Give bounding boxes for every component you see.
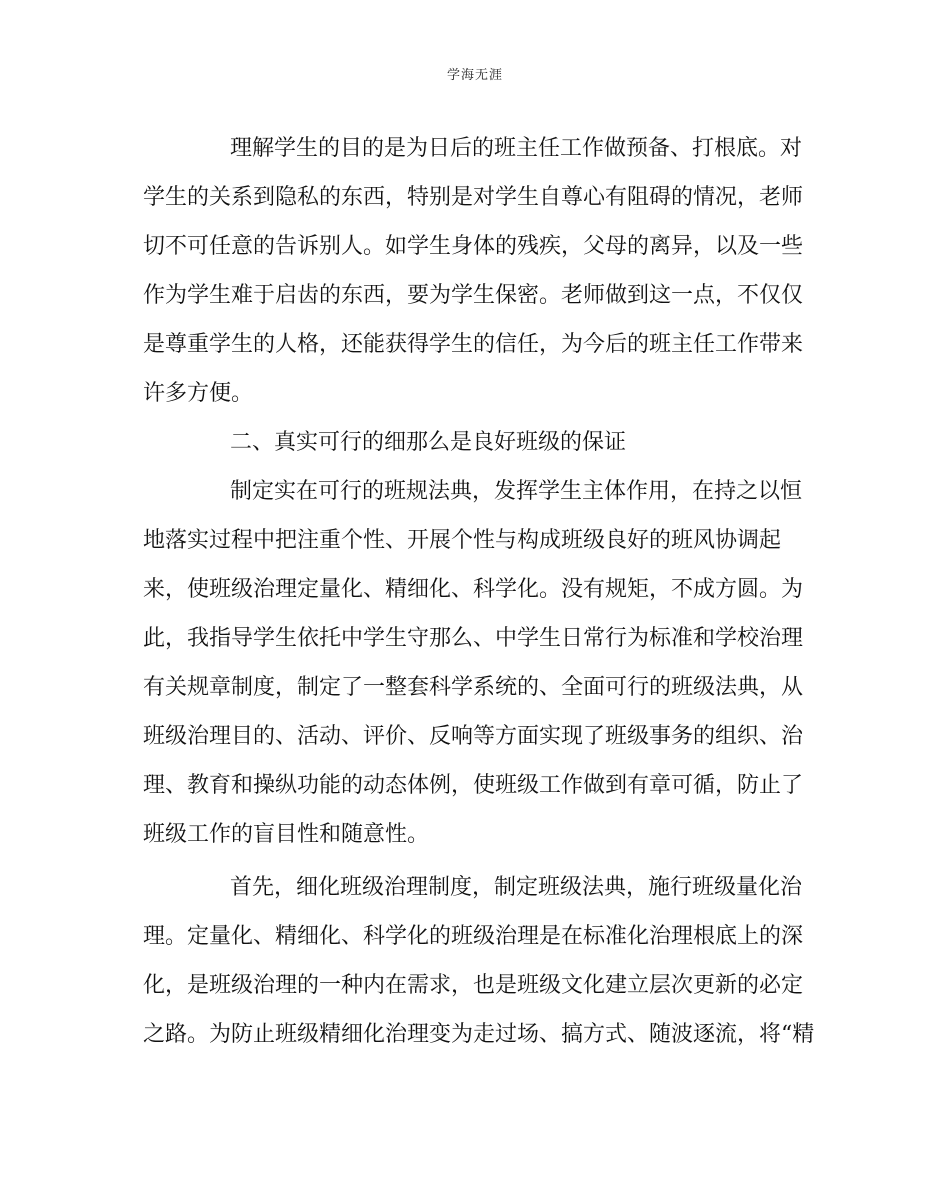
page-header: 学海无涯 (446, 68, 503, 83)
section-heading: 二、真实可行的细那么是良好班级的保证 (230, 430, 627, 455)
paragraph-line: 理、教育和操纵功能的动态体例，使班级工作做到有章可循，防止了 (143, 773, 804, 798)
paragraph-line: 学生的关系到隐私的东西，特别是对学生自尊心有阻碍的情况，老师 (143, 185, 804, 210)
paragraph-line: 地落实过程中把注重个性、开展个性与构成班级良好的班风协调起 (143, 528, 782, 553)
document-body (143, 124, 815, 1059)
paragraph-line: 理解学生的目的是为日后的班主任工作做预备、打根底。对 (230, 136, 803, 161)
paragraph-line: 首先，细化班级治理制度，制定班级法典，施行班级量化治 (230, 875, 803, 900)
paragraph-line: 有关规章制度，制定了一整套科学系统的、全面可行的班级法典，从 (143, 675, 804, 700)
paragraph-line: 之路。为防止班级精细化治理变为走过场、搞方式、随波逐流，将“精 (143, 1022, 815, 1047)
paragraph-line: 是尊重学生的人格，还能获得学生的信任，为今后的班主任工作带来 (143, 332, 804, 357)
paragraph-line: 理。定量化、精细化、科学化的班级治理是在标准化治理根底上的深 (143, 924, 804, 949)
paragraph-line: 班级治理目的、活动、评价、反响等方面实现了班级事务的组织、治 (143, 724, 804, 749)
paragraph-line: 此，我指导学生依托中学生守那么、中学生日常行为标准和学校治理 (143, 626, 804, 651)
paragraph-line: 来，使班级治理定量化、精细化、科学化。没有规矩，不成方圆。为 (143, 577, 804, 602)
paragraph-line: 许多方便。 (143, 381, 254, 406)
paragraph-line: 班级工作的盲目性和随意性。 (143, 822, 430, 847)
paragraph-line: 切不可任意的告诉别人。如学生身体的残疾，父母的离异，以及一些 (143, 234, 804, 259)
paragraph-line: 化，是班级治理的一种内在需求，也是班级文化建立层次更新的必定 (143, 973, 804, 998)
paragraph-line: 作为学生难于启齿的东西，要为学生保密。老师做到这一点，不仅仅 (143, 283, 804, 308)
paragraph-line: 制定实在可行的班规法典，发挥学生主体作用，在持之以恒 (230, 479, 803, 504)
